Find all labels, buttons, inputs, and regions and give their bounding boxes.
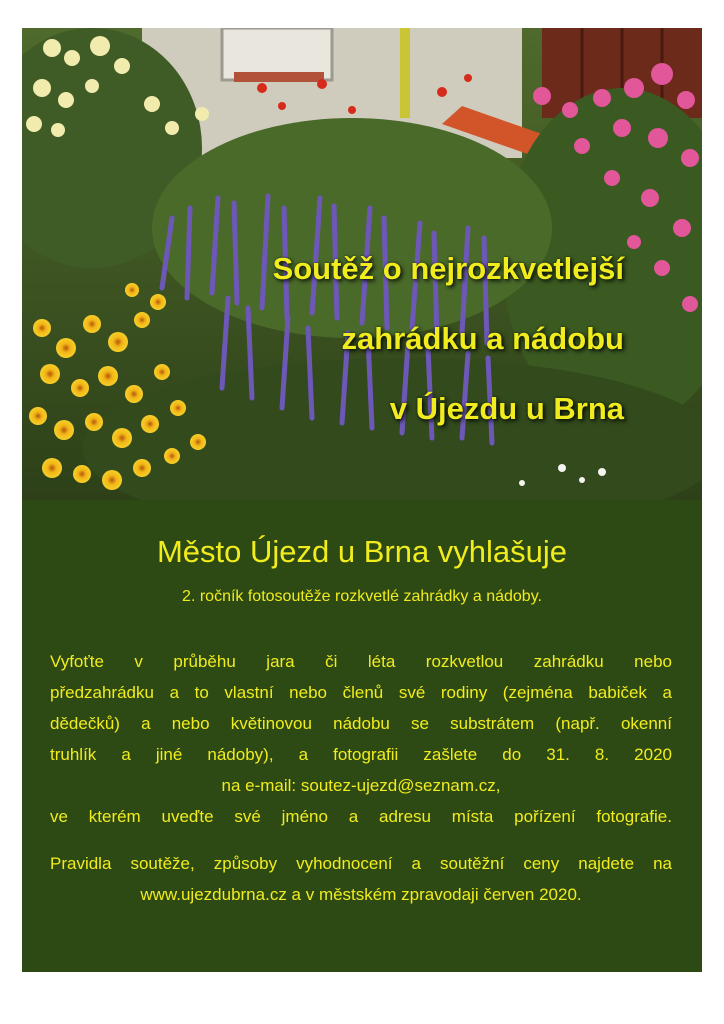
- instructions-line: truhlík a jiné nádoby), a fotografii zašlete do 31. 8. 2020: [50, 745, 672, 764]
- instructions-email-line: na e-mail: soutez-ujezd@seznam.cz,: [221, 776, 501, 795]
- poster: [22, 28, 702, 972]
- announcement-title: Město Újezd u Brna vyhlašuje: [156, 534, 568, 569]
- instructions-line: dědečků) a nebo květinovou nádobu se substrátem (např. okenní: [50, 714, 672, 733]
- rules-text: [50, 848, 672, 910]
- instructions-line: Vyfoťte v průběhu jara či léta rozkvetlou zahrádku nebo: [50, 652, 672, 671]
- headline: [273, 234, 624, 444]
- headline-line-3: v Újezdu u Brna: [389, 391, 624, 426]
- info-panel: [22, 500, 702, 972]
- headline-line-2: zahrádku a nádobu: [341, 321, 624, 356]
- instructions-line: ve kterém uveďte své jméno a adresu místa pořízení fotografie.: [50, 807, 672, 826]
- announcement-edition: 2. ročník fotosoutěže rozkvetlé zahrádky a nádoby.: [182, 588, 542, 605]
- rules-line-2: www.ujezdubrna.cz a v městském zpravodaji červen 2020.: [140, 885, 582, 904]
- rules-line-1: Pravidla soutěže, způsoby vyhodnocení a soutěžní ceny najdete na: [50, 854, 672, 873]
- instructions-line: předzahrádku a to vlastní nebo členů své rodiny (zejména babiček a: [50, 683, 672, 702]
- garden-photo: [22, 28, 702, 500]
- headline-line-1: Soutěž o nejrozkvetlejší: [272, 251, 624, 286]
- instructions-text: [50, 646, 672, 832]
